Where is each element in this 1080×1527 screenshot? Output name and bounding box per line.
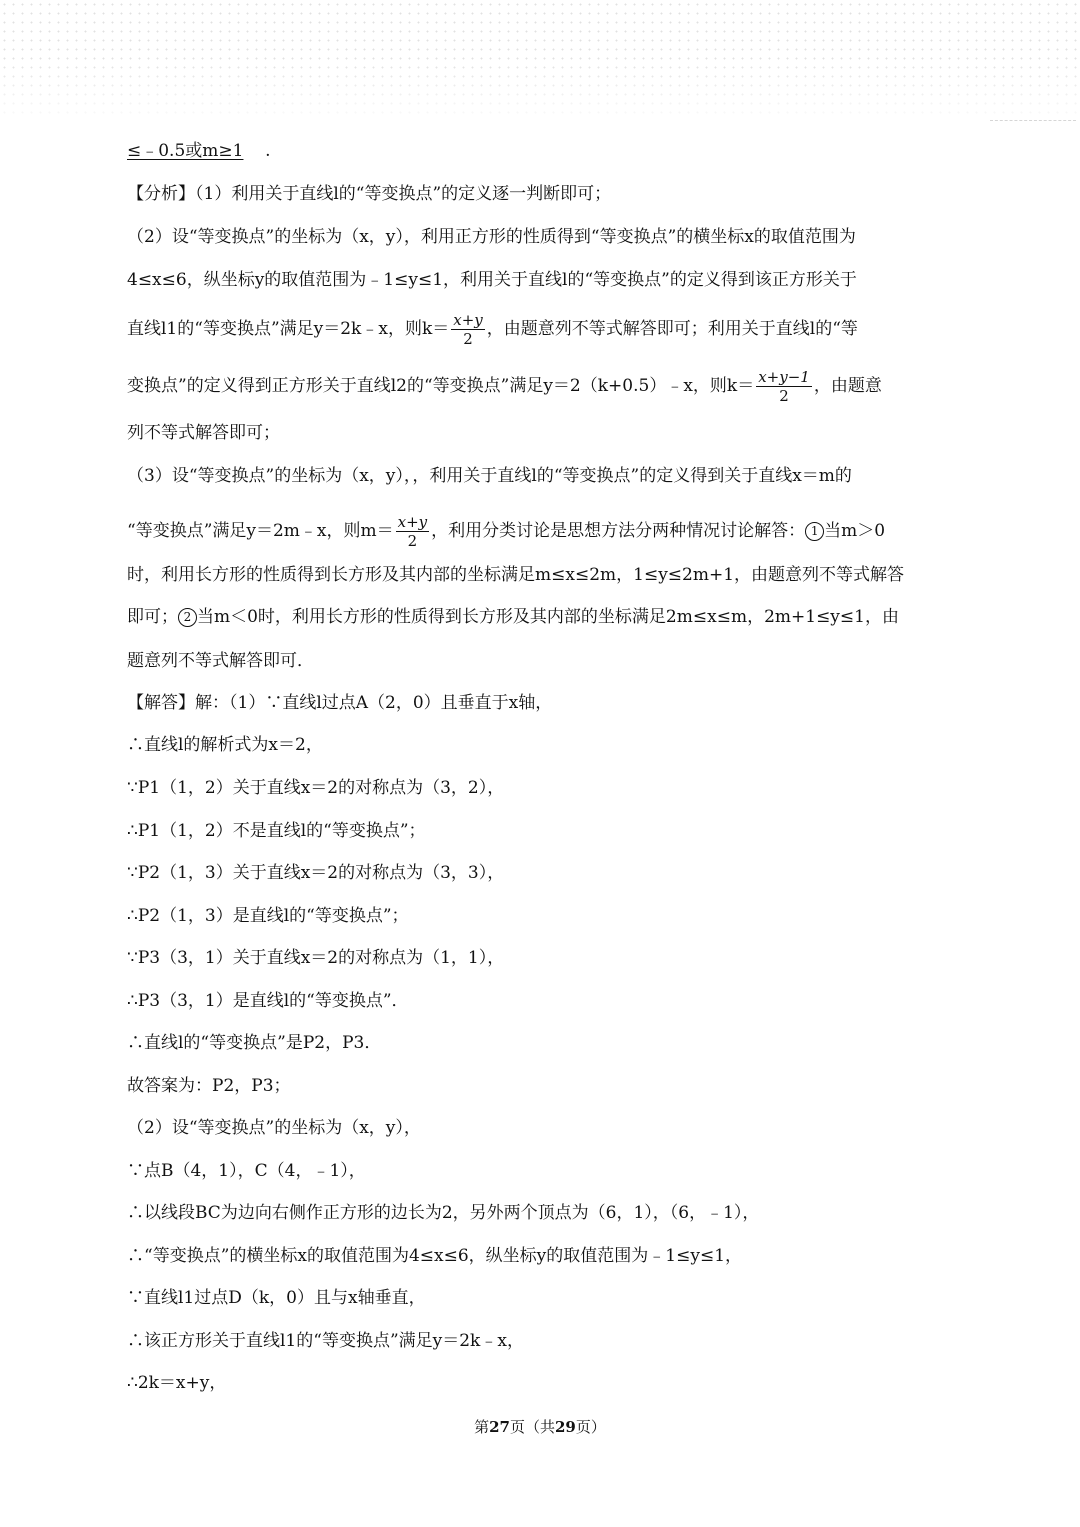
solution-line16: ∴该正方形关于直线l1的“等变换点”满足y＝2k﹣x，: [127, 1331, 524, 1351]
fraction-m: $\frac{x+y}{2}$: [397, 513, 428, 550]
analysis-p3-line3: 时，利用长方形的性质得到长方形及其内部的坐标满足m≤x≤2m，1≤y≤2m+1，由题意列不等式解答: [127, 565, 905, 585]
current-page: 27: [489, 1418, 510, 1436]
solution-line14: ∴“等变换点”的横坐标x的取值范围为4≤x≤6，纵坐标y的取值范围为﹣1≤y≤1，: [127, 1246, 743, 1266]
analysis-label: 【分析】: [127, 184, 195, 204]
circled-2-icon: 2: [178, 608, 197, 627]
solution-line7: ∵P3（3，1）关于直线x＝2的对称点为（1，1），: [127, 948, 505, 968]
analysis-p2-line5: 列不等式解答即可；: [127, 423, 280, 443]
solution-line10: 故答案为：P2，P3；: [127, 1076, 291, 1096]
solution-line6: ∴P2（1，3）是直线l的“等变换点”；: [127, 906, 409, 926]
solution-line1: 【解答】解：（1）∵直线l过点A（2，0）且垂直于x轴，: [127, 693, 553, 713]
analysis-p1: 【分析】（1）利用关于直线l的“等变换点”的定义逐一判断即可；: [127, 184, 612, 204]
circled-1-icon: 1: [805, 522, 824, 541]
solution-line2: ∴直线l的解析式为x＝2，: [127, 735, 323, 755]
page-footer: 第27页（共29页）: [474, 1418, 606, 1436]
analysis-p3-line1: （3）设“等变换点”的坐标为（x，y），，利用关于直线l的“等变换点”的定义得到关于直线x＝m的: [127, 466, 852, 486]
answer-tail-dot: .: [265, 141, 271, 161]
analysis-p3-line4: 即可； 2 当m＜0时，利用长方形的性质得到长方形及其内部的坐标满足2m≤x≤m，2m+1≤y≤1，由: [127, 607, 899, 627]
solution-line17: ∴2k＝x+y，: [127, 1373, 227, 1393]
answer-tail: ≤﹣0.5或m≥1: [127, 141, 244, 161]
answer-tail-line: [127, 140, 271, 162]
analysis-p3-line5: 题意列不等式解答即可．: [127, 651, 314, 671]
solution-line13: ∴以线段BC为边向右侧作正方形的边长为2，另外两个顶点为（6，1），（6，﹣1），: [127, 1203, 760, 1223]
fraction-x-plus-y-minus-1-over-2: $\frac{x+y-1}{2}$: [758, 368, 810, 405]
solution-label: 【解答】: [127, 693, 195, 713]
solution-line9: ∴直线l的“等变换点”是P2，P3．: [127, 1033, 382, 1053]
scan-texture-fade: [0, 60, 1080, 130]
header-dash: [990, 120, 1076, 121]
analysis-p2-line1: （2）设“等变换点”的坐标为（x，y），利用正方形的性质得到“等变换点”的横坐标x的取值范围为: [127, 227, 856, 247]
solution-line5: ∵P2（1，3）关于直线x＝2的对称点为（3，3），: [127, 863, 505, 883]
analysis-p2-line3: 直线l1的“等变换点”满足y＝2k﹣x，则k＝ $\frac{x+y}{2}$ ，由题意列不等式解答即可；利用关于直线l的“等: [127, 311, 858, 348]
solution-line12: ∵点B（4，1），C（4，﹣1），: [127, 1161, 366, 1181]
solution-line3: ∵P1（1，2）关于直线x＝2的对称点为（3，2），: [127, 778, 505, 798]
fraction-x-plus-y-over-2: $\frac{x+y}{2}$: [453, 311, 483, 348]
total-pages: 29: [555, 1418, 576, 1436]
analysis-p2-line2: 4≤x≤6，纵坐标y的取值范围为﹣1≤y≤1，利用关于直线l的“等变换点”的定义得到该正方形关于: [127, 270, 857, 290]
analysis-p3-line2: “等变换点”满足y＝2m﹣x，则m＝ $\frac{x+y}{2}$ ，利用分类讨论是思想方法分两种情况讨论解答： 1 当m＞0: [127, 513, 886, 550]
analysis-p2-line4: 变换点”的定义得到正方形关于直线l2的“等变换点”满足y＝2（k+0.5）﹣x，则k＝ $\frac{x+y-1}{2}$ ，由题意: [127, 368, 882, 405]
solution-line15: ∵直线l1过点D（k，0）且与x轴垂直，: [127, 1288, 426, 1308]
solution-line11: （2）设“等变换点”的坐标为（x，y），: [127, 1118, 421, 1138]
solution-line8: ∴P3（3，1）是直线l的“等变换点”．: [127, 991, 409, 1011]
solution-line4: ∴P1（1，2）不是直线l的“等变换点”；: [127, 821, 426, 841]
